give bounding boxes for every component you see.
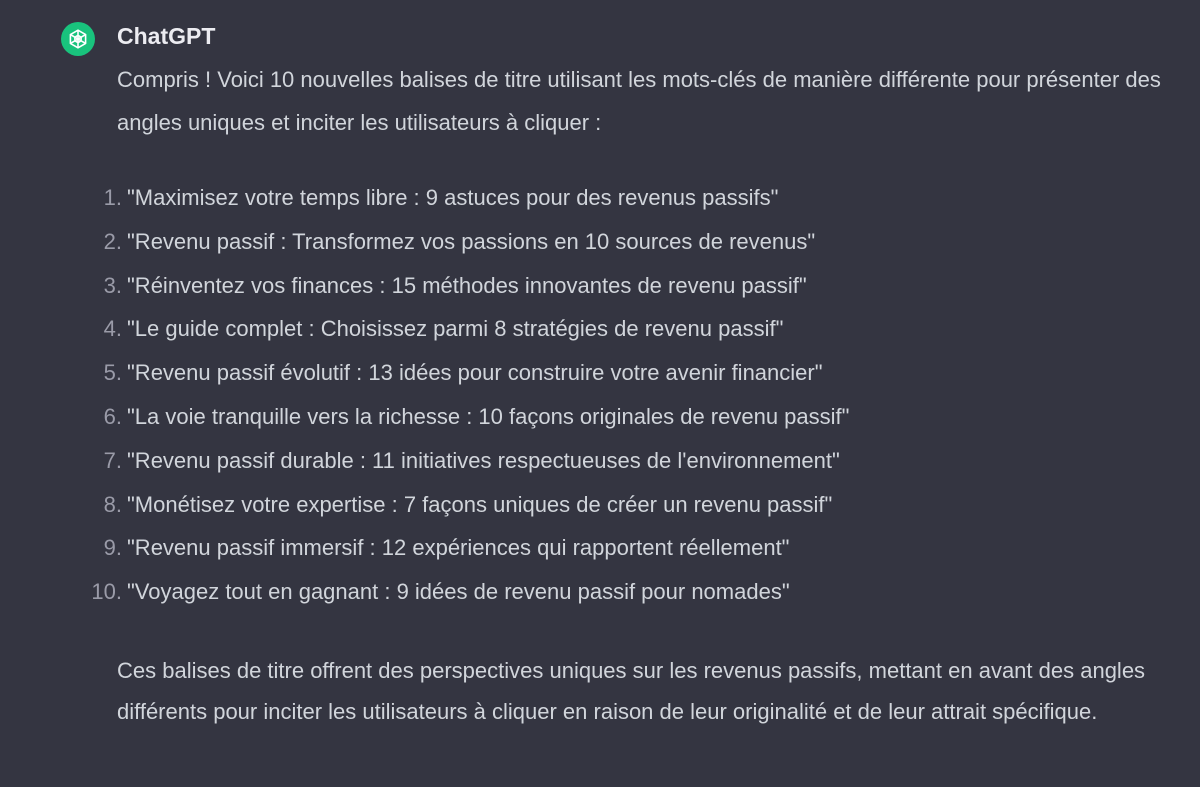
list-item-number: 8. — [103, 491, 122, 517]
list-item-text: "Revenu passif évolutif : 13 idées pour construire votre avenir financier" — [127, 360, 823, 386]
list-item — [103, 526, 1167, 570]
list-item-number: 2. — [103, 228, 122, 254]
list-item-text: "Monétisez votre expertise : 7 façons uniques de créer un revenu passif" — [127, 491, 833, 517]
list-item-text: "Le guide complet : Choisissez parmi 8 stratégies de revenu passif" — [127, 316, 784, 342]
list-item-number: 5. — [103, 360, 122, 386]
list-item-text: "Réinventez vos finances : 15 méthodes innovantes de revenu passif" — [127, 272, 807, 298]
list-item-text: "Voyagez tout en gagnant : 9 idées de revenu passif pour nomades" — [127, 579, 790, 605]
list-item-text: "Revenu passif immersif : 12 expériences qui rapportent réellement" — [127, 535, 790, 561]
list-item-text: "Maximisez votre temps libre : 9 astuces pour des revenus passifs" — [127, 185, 779, 210]
list-item — [103, 395, 1167, 439]
list-item-number: 3. — [103, 272, 122, 298]
list-item-text: "Revenu passif durable : 11 initiatives respectueuses de l'environnement" — [127, 447, 840, 473]
list-item-number: 7. — [103, 447, 122, 473]
list-item-text: "La voie tranquille vers la richesse : 10 façons originales de revenu passif" — [127, 403, 850, 429]
openai-logo-icon — [66, 27, 90, 51]
list-item — [103, 220, 1167, 264]
message-intro: Compris ! Voici 10 nouvelles balises de titre utilisant les mots-clés de manière différente pour présenter des angles uniques et inciter les utilisateurs à cliquer : — [117, 67, 1161, 135]
list-item-text: "Revenu passif : Transformez vos passions en 10 sources de revenus" — [127, 228, 816, 254]
list-item — [103, 176, 1167, 220]
list-item — [103, 351, 1167, 395]
list-item-number: 6. — [103, 403, 122, 429]
message-content — [91, 58, 1167, 733]
list-item — [103, 483, 1167, 527]
message-outro: Ces balises de titre offrent des perspectives uniques sur les revenus passifs, mettant en avant des angles différents pour inciter les utilisateurs à cliquer en raison de leur originalité et de leur attrait spécifique. — [117, 657, 1146, 725]
list-item-number: 10. — [91, 579, 122, 605]
list-item — [103, 264, 1167, 308]
list-item-number: 9. — [103, 535, 122, 561]
list-item-number: 1. — [103, 185, 122, 210]
list-item — [103, 439, 1167, 483]
title-tag-list — [91, 176, 1167, 614]
list-item-number: 4. — [103, 316, 122, 342]
list-item — [91, 570, 1167, 614]
list-item — [103, 307, 1167, 351]
assistant-avatar — [61, 22, 95, 56]
message-author: ChatGPT — [117, 23, 216, 49]
